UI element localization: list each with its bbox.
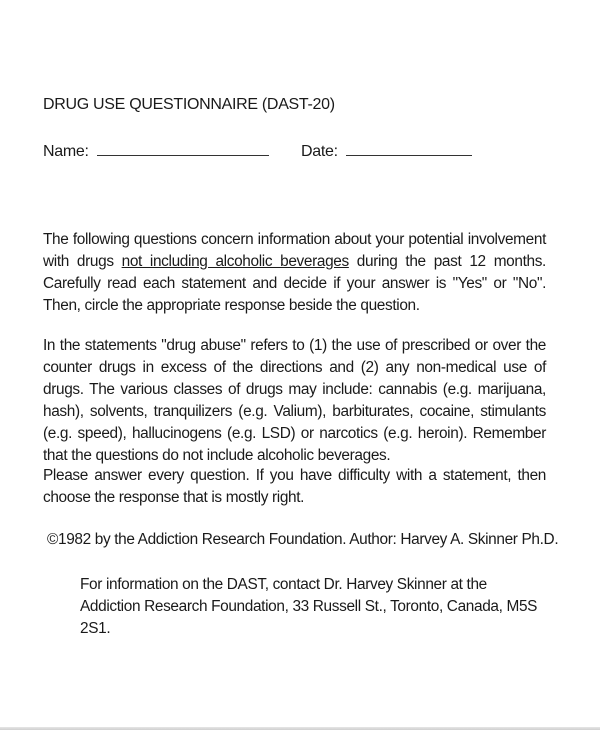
instructions-underlined-text: not including alcoholic beverages <box>121 253 349 270</box>
date-field <box>301 141 472 161</box>
instructions-paragraph <box>43 229 546 317</box>
date-blank-line[interactable] <box>346 141 472 156</box>
name-field <box>43 141 269 161</box>
name-blank-line[interactable] <box>97 141 269 156</box>
contact-information: For information on the DAST, contact Dr. Harvey Skinner at the Addiction Research Foundation, 33 Russell St., Toronto, Canada, M5S 2S1. <box>80 576 538 637</box>
name-label: Name: <box>43 143 89 160</box>
drug-abuse-definition-paragraph: In the statements "drug abuse" refers to (1) the use of prescribed or over the counter drugs in excess of the directions and (2) any non-medical use of drugs. The various classes of drugs may include: cannabis (e.g. marijuana, hash), solvents, tranquilizers (e.g. Valium), barbiturates, cocaine, stimulants (e.g. speed), hallucinogens (e.g. LSD) or narcotics (e.g. heroin). Remember that the questions do not include alcoholic beverages. <box>43 337 546 464</box>
instructions-text-end: during the past 12 months. Carefully read each statement and decide if your answer is "Yes" or "No". Then, circle the appropriate response beside the question. <box>43 253 546 314</box>
copyright-notice: ©1982 by the Addiction Research Foundation. Author: Harvey A. Skinner Ph.D. <box>47 531 559 548</box>
date-label: Date: <box>301 143 338 160</box>
instructions-text-start: The following questions concern information about your potential involvement with drugs <box>43 231 546 270</box>
answer-instructions-paragraph: Please answer every question. If you have difficulty with a statement, then choose the response that is mostly right. <box>43 467 546 506</box>
document-title: DRUG USE QUESTIONNAIRE (DAST-20) <box>43 96 335 113</box>
